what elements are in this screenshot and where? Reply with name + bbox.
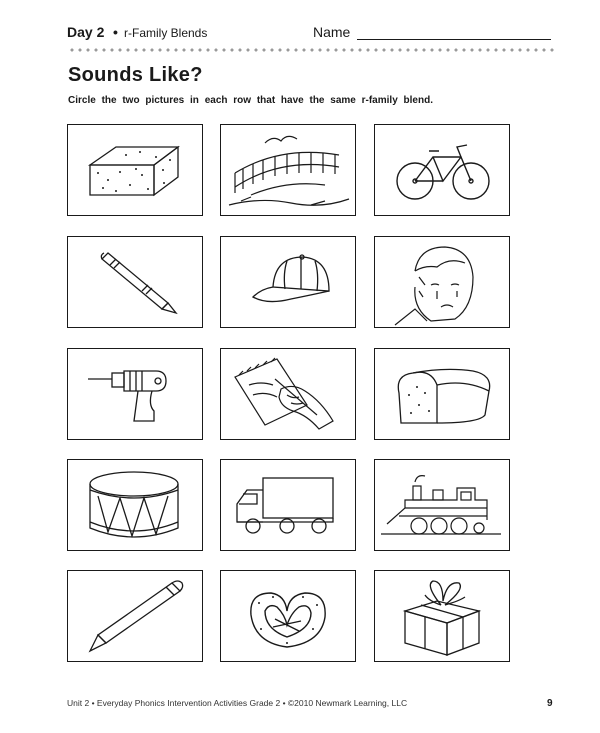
footer-credit: Unit 2 • Everyday Phonics Intervention Activities Grade 2 • ©2010 Newmark Learning, LLC (67, 698, 408, 708)
picture-cell[interactable] (374, 124, 510, 216)
picture-cell[interactable] (67, 124, 203, 216)
picture-cell[interactable] (220, 570, 356, 662)
page-title: Sounds Like? (68, 64, 203, 86)
truck-icon (221, 460, 355, 550)
picture-cell[interactable] (67, 459, 203, 551)
train-icon (375, 460, 509, 550)
name-write-line[interactable] (357, 39, 551, 40)
picture-cell[interactable] (220, 236, 356, 328)
picture-cell[interactable] (374, 570, 510, 662)
bicycle-icon (375, 125, 509, 215)
page-header (67, 24, 557, 44)
bullet-separator: • (113, 24, 118, 40)
pencil-icon (68, 571, 202, 661)
pretzel-icon (221, 571, 355, 661)
cap-icon (221, 237, 355, 327)
instructions: Circle the two pictures in each row that have the same r-family blend. (68, 95, 433, 106)
picture-cell[interactable] (220, 124, 356, 216)
brick-icon (68, 125, 202, 215)
picture-cell[interactable] (67, 570, 203, 662)
dotted-divider (68, 48, 554, 52)
picture-cell[interactable] (67, 348, 203, 440)
drill-icon (68, 349, 202, 439)
drawing-hand-icon (221, 349, 355, 439)
drum-icon (68, 460, 202, 550)
picture-cell[interactable] (374, 236, 510, 328)
picture-cell[interactable] (374, 348, 510, 440)
picture-cell[interactable] (67, 236, 203, 328)
present-icon (375, 571, 509, 661)
picture-cell[interactable] (220, 459, 356, 551)
day-label: Day 2 (67, 24, 105, 40)
bread-icon (375, 349, 509, 439)
picture-cell[interactable] (374, 459, 510, 551)
picture-grid (67, 124, 510, 663)
name-label: Name (313, 24, 351, 40)
crying-girl-icon (375, 237, 509, 327)
lesson-topic: r-Family Blends (124, 26, 208, 40)
picture-cell[interactable] (220, 348, 356, 440)
crayon-icon (68, 237, 202, 327)
bridge-icon (221, 125, 355, 215)
page-number: 9 (547, 698, 553, 709)
